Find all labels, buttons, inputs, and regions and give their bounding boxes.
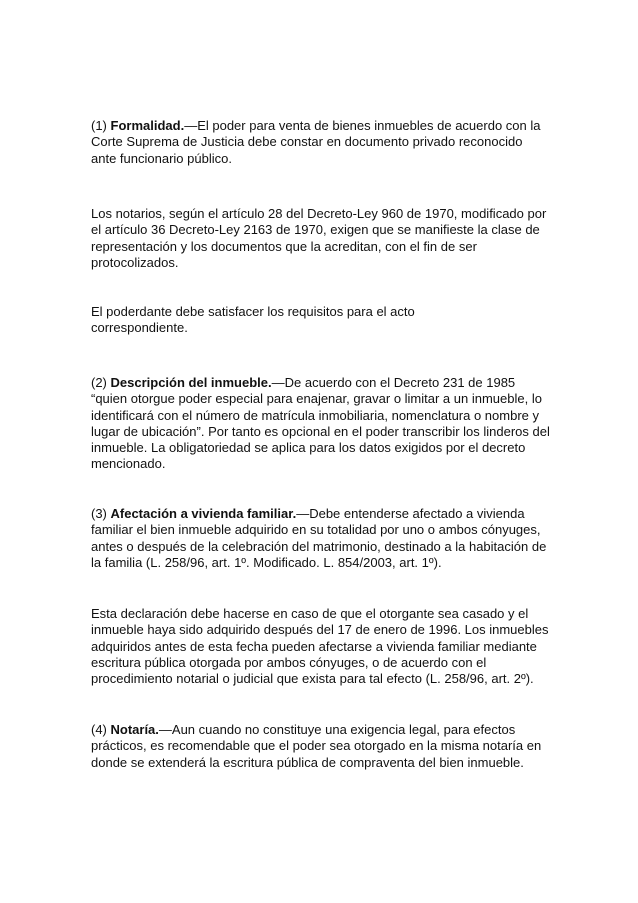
note-heading: Notaría. <box>110 722 159 737</box>
note-heading: Afectación a vivienda familiar. <box>110 506 297 521</box>
text-line: prácticos, es recomendable que el poder sea otorgado en la misma notaría en <box>91 738 542 754</box>
text-line: antes o después de la celebración del matrimonio, destinado a la habitación de <box>91 538 547 554</box>
paragraph-formalidad <box>91 118 551 167</box>
text-line: identificará con el número de matrícula inmobiliaria, nomenclatura o nombre y <box>91 407 539 423</box>
text-line: procedimiento notarial o judicial que exista para tal efecto (L. 258/96, art. 2º). <box>91 671 534 687</box>
text-line: inmueble haya sido adquirido después del 17 de enero de 1996. Los inmuebles <box>91 622 549 638</box>
text-line: el artículo 36 Decreto-Ley 2163 de 1970, exigen que se manifieste la clase de <box>91 222 540 238</box>
text-line: Esta declaración debe hacerse en caso de que el otorgante sea casado y el <box>91 606 529 621</box>
text-line: mencionado. <box>91 456 166 472</box>
text-line: —Aun cuando no constituye una exigencia legal, para efectos <box>158 722 516 737</box>
text-line: protocolizados. <box>91 254 179 270</box>
paragraph-poderdante <box>91 304 551 337</box>
note-number: (2) <box>91 375 111 390</box>
text-line: representación y los documentos que la acreditan, con el fin de ser <box>91 238 477 254</box>
text-line: —El poder para venta de bienes inmuebles de acuerdo con la <box>184 118 541 133</box>
text-line: —Debe entenderse afectado a vivienda <box>296 506 525 521</box>
paragraph-declaracion <box>91 606 551 687</box>
paragraph-notarios <box>91 206 551 271</box>
note-heading: Descripción del inmueble. <box>110 375 272 390</box>
note-heading: Formalidad. <box>110 118 185 133</box>
paragraph-afectacion-vivienda <box>91 506 551 571</box>
text-line: correspondiente. <box>91 320 188 336</box>
text-line: donde se extenderá la escritura pública de compraventa del bien inmueble. <box>91 754 524 770</box>
text-line: —De acuerdo con el Decreto 231 de 1985 <box>271 375 516 390</box>
text-line: familiar el bien inmueble adquirido en su totalidad por uno o ambos cónyuges, <box>91 522 541 538</box>
note-number: (4) <box>91 722 111 737</box>
note-number: (3) <box>91 506 111 521</box>
text-line: El poderdante debe satisfacer los requisitos para el acto <box>91 304 415 319</box>
text-line: Corte Suprema de Justicia debe constar en documento privado reconocido <box>91 134 523 150</box>
text-line: escritura pública otorgada por ambos cónyuges, o de acuerdo con el <box>91 654 487 670</box>
note-number: (1) <box>91 118 111 133</box>
text-line: inmueble. La obligatoriedad se aplica para los datos exigidos por el decreto <box>91 440 526 456</box>
text-line: “quien otorgue poder especial para enajenar, gravar o limitar a un inmueble, lo <box>91 391 542 407</box>
text-line: la familia (L. 258/96, art. 1º. Modificado. L. 854/2003, art. 1º). <box>91 554 442 570</box>
text-line: adquiridos antes de esta fecha pueden afectarse a vivienda familiar mediante <box>91 638 537 654</box>
paragraph-descripcion-inmueble <box>91 375 551 473</box>
paragraph-notaria <box>91 722 551 771</box>
text-line: lugar de ubicación”. Por tanto es opcional en el poder transcribir los linderos del <box>91 423 550 439</box>
text-line: Los notarios, según el artículo 28 del Decreto-Ley 960 de 1970, modificado por <box>91 206 547 221</box>
text-line: ante funcionario público. <box>91 150 232 166</box>
